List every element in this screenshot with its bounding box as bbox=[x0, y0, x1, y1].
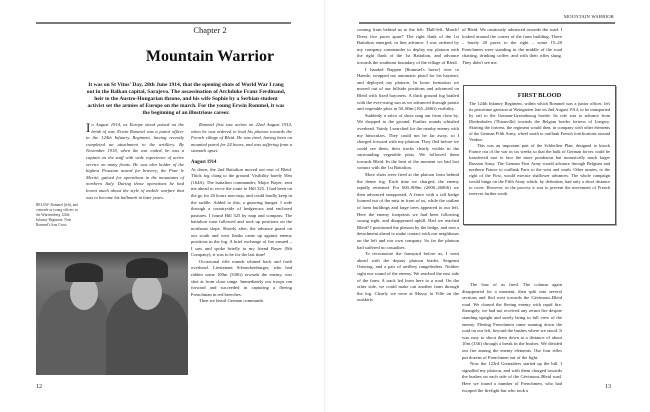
chapter-label: Chapter 2 bbox=[193, 25, 227, 35]
sidebar-title: FIRST BLOOD bbox=[517, 92, 562, 99]
body-column-3 bbox=[462, 282, 562, 394]
body-column-1 bbox=[86, 122, 184, 201]
top-rule bbox=[36, 22, 291, 24]
body-column-2 bbox=[462, 27, 562, 67]
body-paragraph: coming from behind us to the left: 'Half-left, March! Dress five paces apart!' The right flank of the 1st Battalion emerged, in line advance. I was ordered by my company commander to deploy my platoon with the right flank of the 1st Battalion, and advance towards the southeast boundary of the village of Bleid. bbox=[357, 27, 459, 65]
body-paragraph: Now the 123rd Grenadiers started up the hill. I signalled my platoon, and with them charged towards the bushes on each side of the Gévimont–Bleid road. Here we found a number of Frenchmen, who had escaped the firefight but who took a bbox=[462, 361, 562, 393]
body-paragraph: More shots were fired at the platoon from behind the dense fog. Each time we charged, the enemy rapidly retreated. For 600–800m (2000–2600ft) we then advanced unopposed. A fence with a tall hedge loomed out of the mist in front of us, while the outline of farm buildings and large trees appeared to our left. Here the enemy footprints we had been following swung right, and disappeared uphill. Had we reached Bleid? I positioned the platoon by the hedge, and sent a detachment ahead to make contact with our neighbours on the left and our own company. So far the platoon had suffered no casualties. bbox=[357, 172, 459, 250]
photo-rommel-and-comrade bbox=[36, 252, 188, 375]
body-paragraph: I handed Rappen [Rommel's horse] over to Haenle, swapped my automatic pistol for his bayonet, and deployed my platoon. In loose formation we moved out of our hillside positions and advanced on Bleid with fixed bayonets. A thick ground fog battled with the ever-rising sun as we advanced through potato and vegetable plots in 50–80m (165–260ft) visibility. bbox=[357, 66, 459, 112]
top-rule bbox=[359, 22, 615, 24]
running-head: MOUNTAIN WARRIOR bbox=[563, 14, 614, 19]
italic-paragraph: Rommel first saw action on 22nd August 1914, when he was ordered to lead his platoon towards the French village of Bleid. He was tired, having been on mounted patrol for 24 hours, and was suffering from a stomach upset. bbox=[191, 122, 292, 154]
body-paragraph: Then we heard German commands bbox=[199, 298, 264, 304]
right-page bbox=[325, 0, 650, 412]
body-paragraph: To reconnoitre the farmyard before us, I went ahead with the deputy platoon leader, Sergeant Ostertag, and a pair of artillery rangefinders. Neither sight nor sound of the enemy. We reached the east side of the farm. A track led from here to a road. On the other side, we could make out another farm through the fog. Clearly we were at Mussy la Ville on the outskirts bbox=[357, 251, 459, 303]
body-paragraph: Suddenly a salvo of shots rang out from close by. We dropped to the ground. Further rounds whistled overhead. Vainly I searched for the nearby enemy with my binoculars. They could not be far away, so I charged forward with my platoon. They fled before we could see them, their tracks clearly visible in the surrounding vegetable plots. We followed them towards Bleid. In the heat of the moment we had lost contact with the 1st Battalion. bbox=[357, 112, 459, 171]
sidebar-first-blood bbox=[463, 85, 616, 225]
body-text: n August 1914, as Europe stood poised on the brink of war, Erwin Rommel was a junior officer in the 124th Infantry Regiment, having recently completed an attachment to the artillery. By November 1918, when the war ended, he was a captain on the staff with wide experience of active service on many fronts. He was also holder of the highest Prussian award for bravery, the Pour le Merité, gained for operations in the mountains of northern Italy. During those operations he had learnt much about the style of mobile warfare that was to become his hallmark in later years. bbox=[86, 122, 184, 200]
sidebar-paragraph: This was an important part of the Schlieffen Plan, designed to knock France out of the war in six weeks so that the bulk of German forces could be transferred east to face the more ponderous but numerically much larger Russian Army. The German First Army would advance through Belgium and northern France to outflank Paris to the west and south. Other armies, to the right of the First, would execute shallower advances. The whole campaign would hinge on the Fifth Army which, by definition, had only a short distance to cover. However, in the process it was to prevent the movement of French reserves further south. bbox=[469, 143, 610, 196]
body-paragraph: of Bleid. We cautiously advanced towards the road. I looked around the corner of the farm building. There – barely 20 paces to the right – some 15–20 Frenchmen were standing in the middle of the road chatting, drinking coffee, and with their rifles slung. They didn't see me. bbox=[462, 27, 562, 65]
chapter-intro: It was on St Vitus' Day, 28th June 1914, that the opening shots of World War I rang out in the Balkan capital, Sarajevo. The assassination of Archduke Franz Ferdinand, heir to the Austro-Hungarian throne, and his wife Sophie by a Serbian student activist set the armies of Europe on the march. For the young Erwin Rommel, it was the beginning of an illustrious career. bbox=[86, 82, 286, 117]
body-paragraph: Occasional rifle rounds whined back and forth overhead. Lieutenant Schneckenburger, who had ridden some 100m (330ft) towards the enemy, was shot at from close range. Immediately our troops ran forward and succeeded in capturing a fleeing Frenchman in red breeches. bbox=[191, 258, 292, 297]
body-column-1 bbox=[357, 27, 459, 304]
photo-caption: BELOW: Rommel (left), and comrade as young officers in the Württemberg 124th Infantry Regiment. Note Rommel's Iron Cross. bbox=[36, 203, 78, 227]
body-column-2 bbox=[191, 122, 292, 305]
body-paragraph: At dawn, the 2nd Battalion moved out east of Bleid. Thick fog clung to the ground. Visibility barely 50m (164ft). The battalion commander, Major Bayer, sent me ahead to recce the route to Hill 325. I had been on the go for 20 hours non-stop, and could hardly keep in the saddle. Added to this, a gnawing hunger. I rode through a countryside of hedgerows and enclosed pastures. I found Hill 325 by map and compass. The battalion soon followed and took up positions on the northeast slope. Shortly after, the advance guard on our south and west flanks came up against enemy positions in the fog. A brief exchange of fire ensued – I saw and spoke briefly to my friend Bayer (9th Company); it was to be for the last time! bbox=[191, 166, 292, 258]
section-subhead: August 1914 bbox=[191, 159, 217, 165]
body-paragraph: The four of us fired. The column again disappeared for a moment, then split into several sections and fled west towards the Gévimont–Bleid road. We chased the fleeing enemy with rapid fire. Strangely, we had not received any return fire despite standing upright and surely being in full view of the enemy. Fleeing Frenchmen came running down the road on our left, beyond the bushes where we stood. It was easy to shoot them down at a distance of about 10m (33ft) through a break in the bushes. We divided our fire among the enemy elements. Our four rifles put dozens of Frenchmen out of the fight. bbox=[462, 282, 562, 360]
page-number: 12 bbox=[36, 384, 42, 390]
sidebar-paragraph: The 124th Infantry Regiment, within which Rommel was a junior officer, left its peacetime garrison at Weingarten late on 2nd August 1914, to be transported by rail to the German-Luxembourg border. Its role was to advance from Diedenhofen (Thionville) towards the Belgian border fortress of Longwy. Skirting the fortress, the regiment would then, in company with other elements of the German Fifth Army, wheel south to outflank French fortifications around Verdun. bbox=[469, 101, 610, 142]
drop-cap: I bbox=[86, 120, 91, 135]
chapter-title: Mountain Warrior bbox=[145, 48, 275, 65]
page-number: 13 bbox=[605, 384, 611, 390]
